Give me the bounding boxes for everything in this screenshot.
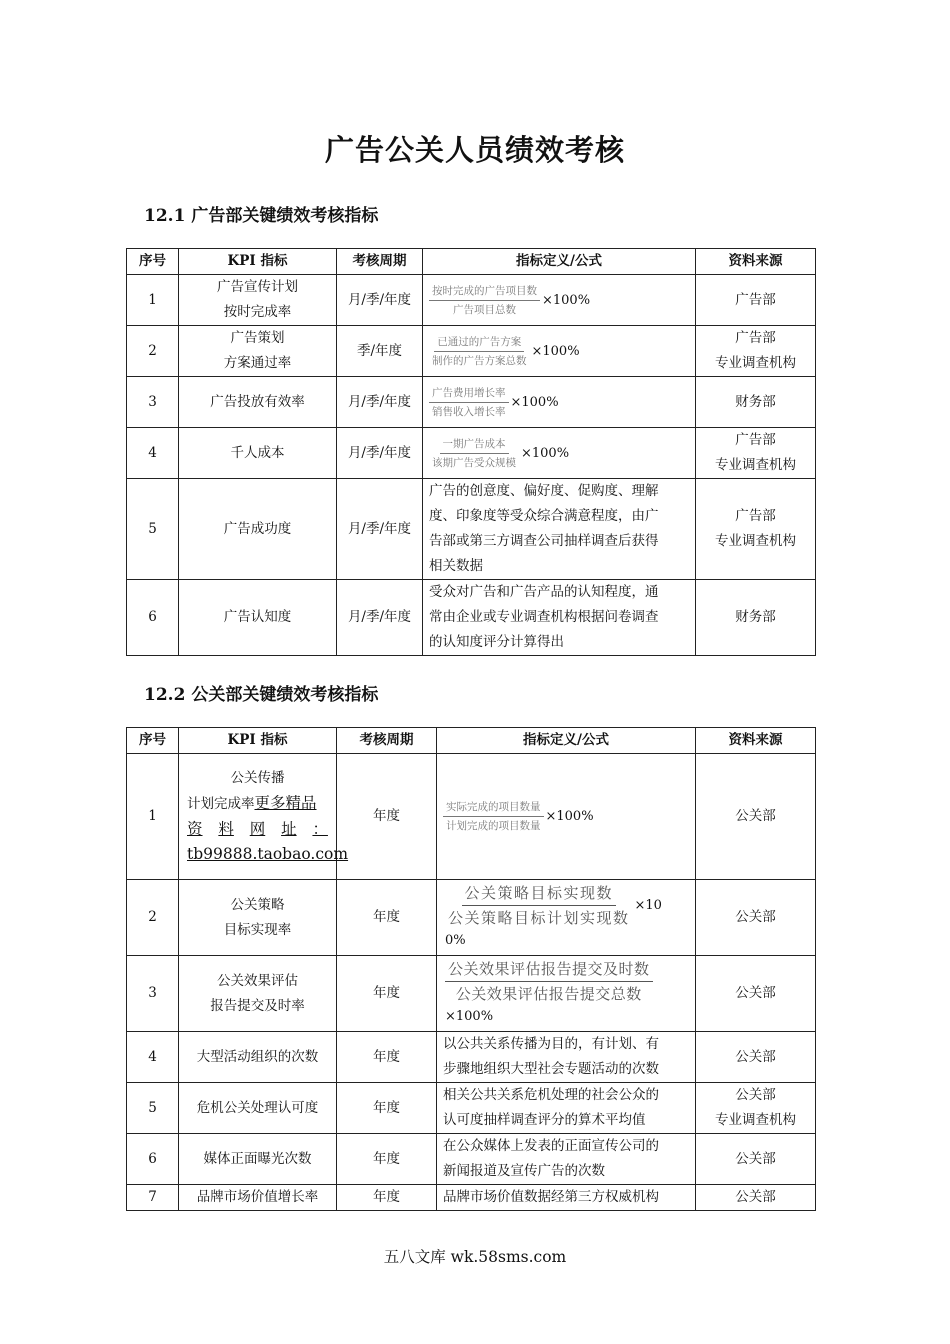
row-no: 5: [127, 479, 179, 580]
kpi-cell: [179, 1185, 337, 1211]
page-title: 广告公关人员绩效考核: [324, 133, 625, 167]
section-heading-ad: 12.1 广告部关键绩效考核指标: [144, 206, 379, 226]
definition-cell: [423, 326, 696, 377]
kpi-line: 大型活动组织的次数: [196, 1048, 319, 1065]
table-row: [127, 275, 816, 326]
ad-char: 资: [187, 820, 203, 838]
definition-line: 度、印象度等受众综合满意程度，由广: [429, 508, 659, 524]
formula-fraction: [429, 386, 509, 419]
source-cell: [696, 1134, 816, 1185]
table-header-row: [127, 728, 816, 754]
row-no: 7: [127, 1185, 179, 1211]
formula-denominator: 公关效果评估报告提交总数: [455, 984, 642, 1003]
ad-char: 网: [249, 820, 266, 838]
definition-cell: [437, 1134, 696, 1185]
kpi-line: 公关效果评估: [217, 972, 298, 989]
row-no: 4: [127, 428, 179, 479]
table-row: [127, 479, 816, 580]
definition-cell: [423, 377, 696, 428]
source-cell: [696, 479, 816, 580]
kpi-line: 方案通过率: [223, 355, 292, 371]
ad-char: 料: [218, 820, 234, 838]
kpi-cell: [179, 1032, 337, 1083]
row-no: 6: [127, 580, 179, 656]
header-period: 考核周期: [337, 249, 423, 275]
period-cell: 月/季/年度: [337, 377, 423, 428]
kpi-line: 媒体正面曝光次数: [203, 1150, 312, 1167]
formula-numerator: 广告费用增长率: [429, 386, 509, 403]
source-cell: [696, 754, 816, 880]
source-cell: [696, 1185, 816, 1211]
definition-cell: [437, 754, 696, 880]
table-row: [127, 428, 816, 479]
definition-cell: [437, 880, 696, 956]
ad-kpi-table: [126, 248, 816, 656]
kpi-line: 按时完成率: [223, 304, 292, 320]
row-no: 3: [127, 377, 179, 428]
kpi-line: 目标实现率: [223, 921, 292, 938]
definition-line: 在公众媒体上发表的正面宣传公司的: [443, 1138, 659, 1154]
formula-denominator: 销售收入增长率: [432, 405, 506, 418]
source-cell: [696, 880, 816, 956]
source-line: 公关部: [735, 1150, 776, 1167]
ad-link-middle[interactable]: [187, 817, 328, 842]
table-row: [127, 1134, 816, 1185]
definition-line: 告部或第三方调查公司抽样调查后获得: [429, 533, 659, 549]
definition-line: 相关数据: [429, 558, 483, 574]
formula-multiplier: ×100%: [445, 1008, 494, 1024]
formula-denominator: 计划完成的项目数量: [446, 820, 541, 832]
header-definition: 指标定义/公式: [437, 728, 696, 754]
source-line: 广告部: [735, 291, 776, 308]
source-cell: [696, 956, 816, 1032]
kpi-cell: [179, 880, 337, 956]
kpi-line: 广告投放有效率: [210, 393, 305, 410]
kpi-line: 广告宣传计划: [217, 279, 298, 295]
formula-numerator: 公关效果评估报告提交及时数: [445, 959, 653, 982]
header-source: 资料来源: [696, 249, 816, 275]
source-line: 专业调查机构: [715, 533, 796, 549]
header-kpi: KPI 指标: [179, 728, 337, 754]
definition-line: 步骤地组织大型社会专题活动的次数: [443, 1061, 659, 1077]
formula-fraction: [429, 437, 519, 470]
kpi-line: 危机公关处理认可度: [196, 1099, 319, 1116]
source-line: 专业调查机构: [715, 457, 796, 473]
formula-denominator: 公关策略目标计划实现数: [448, 908, 630, 927]
pr-kpi-table: [126, 727, 816, 1211]
kpi-cell: [179, 428, 337, 479]
definition-line: 新闻报道及宣传广告的次数: [443, 1163, 605, 1179]
period-cell: 年度: [337, 880, 437, 956]
table-row: [127, 580, 816, 656]
kpi-cell: [179, 479, 337, 580]
row-no: 4: [127, 1032, 179, 1083]
source-cell: [696, 428, 816, 479]
period-cell: 季/年度: [337, 326, 423, 377]
table-row: [127, 956, 816, 1032]
table-row: [127, 880, 816, 956]
source-cell: [696, 1083, 816, 1134]
kpi-line: 公关策略: [230, 896, 285, 913]
row-no: 1: [127, 754, 179, 880]
row-no: 6: [127, 1134, 179, 1185]
period-cell: 年度: [337, 956, 437, 1032]
formula-multiplier: ×10: [634, 897, 662, 913]
definition-cell: [423, 580, 696, 656]
period-cell: 年度: [337, 754, 437, 880]
header-kpi: KPI 指标: [179, 249, 337, 275]
kpi-line: 千人成本: [230, 444, 285, 461]
source-line: 公关部: [735, 985, 776, 1001]
source-line: 公关部: [735, 909, 776, 925]
formula-fraction: [443, 800, 544, 833]
source-line: 公关部: [735, 1087, 776, 1103]
kpi-cell: [179, 580, 337, 656]
kpi-cell: [179, 377, 337, 428]
kpi-line: 品牌市场价值增长率: [196, 1189, 319, 1205]
row-no: 5: [127, 1083, 179, 1134]
ad-link-text[interactable]: 更多精品: [254, 794, 317, 812]
definition-line: 相关公共关系危机处理的社会公众的: [443, 1087, 659, 1103]
formula-multiplier: ×100%: [542, 292, 591, 308]
definition-cell: [437, 1032, 696, 1083]
formula-multiplier: ×100%: [545, 809, 594, 824]
row-no: 2: [127, 326, 179, 377]
table-row: [127, 1185, 816, 1211]
definition-line: 常由企业或专业调查机构根据问卷调查: [429, 609, 659, 625]
footer-watermark: 五八文库 wk.58sms.com: [383, 1248, 567, 1266]
source-line: 广告部: [735, 508, 776, 524]
ad-char: ：: [312, 820, 328, 838]
period-cell: 月/季/年度: [337, 479, 423, 580]
table-row: [127, 1083, 816, 1134]
source-line: 公关部: [735, 1189, 776, 1205]
definition-cell: [423, 275, 696, 326]
formula-numerator: 一期广告成本: [440, 437, 509, 454]
definition-cell: [423, 428, 696, 479]
formula-multiplier-wrap: 0%: [445, 932, 466, 948]
formula-fraction: [429, 335, 530, 368]
formula-fraction: [445, 959, 653, 1004]
header-no: 序号: [127, 728, 179, 754]
period-cell: 月/季/年度: [337, 275, 423, 326]
formula-denominator: 制作的广告方案总数: [432, 354, 527, 367]
formula-numerator: 公关策略目标实现数: [462, 883, 617, 906]
period-cell: 年度: [337, 1185, 437, 1211]
definition-line: 品牌市场价值数据经第三方权威机构: [443, 1189, 659, 1205]
source-line: 公关部: [735, 1048, 776, 1065]
formula-numerator: 按时完成的广告项目数: [429, 284, 540, 301]
formula-multiplier: ×100%: [531, 343, 580, 359]
header-source: 资料来源: [696, 728, 816, 754]
table-row: [127, 754, 816, 880]
kpi-cell: [179, 754, 349, 880]
kpi-line: 广告认知度: [223, 609, 292, 625]
header-no: 序号: [127, 249, 179, 275]
kpi-cell: [179, 1083, 337, 1134]
definition-line: 的认知度评分计算得出: [429, 634, 564, 650]
definition-cell: [437, 1185, 696, 1211]
formula-multiplier: ×100%: [521, 445, 570, 461]
kpi-cell: [179, 326, 337, 377]
formula-fraction: [445, 883, 633, 928]
definition-cell: [437, 1083, 696, 1134]
source-cell: [696, 1032, 816, 1083]
source-line: 财务部: [735, 393, 776, 410]
source-cell: [696, 580, 816, 656]
definition-cell: [423, 479, 696, 580]
definition-cell: [437, 956, 696, 1032]
table-row: [127, 377, 816, 428]
definition-line: 以公共关系传播为目的，有计划、有: [443, 1036, 659, 1052]
kpi-line: 报告提交及时率: [210, 997, 305, 1014]
source-line: 专业调查机构: [715, 355, 796, 371]
source-cell: [696, 326, 816, 377]
formula-multiplier: ×100%: [510, 394, 559, 410]
period-cell: 年度: [337, 1083, 437, 1134]
source-line: 专业调查机构: [715, 1112, 796, 1128]
period-cell: 月/季/年度: [337, 580, 423, 656]
definition-line: 认可度抽样调查评分的算术平均值: [443, 1112, 646, 1128]
kpi-line: 公关传播: [230, 770, 285, 786]
kpi-cell: [179, 275, 337, 326]
header-definition: 指标定义/公式: [423, 249, 696, 275]
table-header-row: [127, 249, 816, 275]
source-cell: [696, 377, 816, 428]
kpi-line-with-ad: [187, 791, 328, 817]
definition-line: 受众对广告和广告产品的认知程度，通: [429, 584, 659, 600]
table-row: [127, 1032, 816, 1083]
kpi-cell: [179, 956, 337, 1032]
ad-char: 址: [281, 820, 297, 838]
period-cell: 月/季/年度: [337, 428, 423, 479]
source-line: 财务部: [735, 609, 776, 625]
source-cell: [696, 275, 816, 326]
row-no: 3: [127, 956, 179, 1032]
definition-line: 广告的创意度、偏好度、促购度、理解: [429, 483, 659, 499]
header-period: 考核周期: [337, 728, 437, 754]
section-heading-pr: 12.2 公关部关键绩效考核指标: [144, 685, 379, 705]
formula-denominator: 广告项目总数: [453, 303, 516, 316]
period-cell: 年度: [337, 1134, 437, 1185]
row-no: 2: [127, 880, 179, 956]
row-no: 1: [127, 275, 179, 326]
source-line: 广告部: [735, 330, 776, 346]
kpi-line: 广告策划: [230, 330, 285, 346]
ad-link-url[interactable]: tb99888.taobao.com: [187, 845, 349, 863]
formula-denominator: 该期广告受众规模: [432, 456, 516, 469]
table-row: [127, 326, 816, 377]
kpi-line: 广告成功度: [223, 520, 292, 537]
formula-fraction: [429, 284, 540, 317]
period-cell: 年度: [337, 1032, 437, 1083]
formula-numerator: 已通过的广告方案: [434, 335, 524, 352]
kpi-cell: [179, 1134, 337, 1185]
source-line: 广告部: [735, 432, 776, 448]
source-line: 公关部: [735, 808, 776, 824]
kpi-line: 计划完成率: [187, 796, 255, 812]
formula-numerator: 实际完成的项目数量: [443, 800, 544, 817]
